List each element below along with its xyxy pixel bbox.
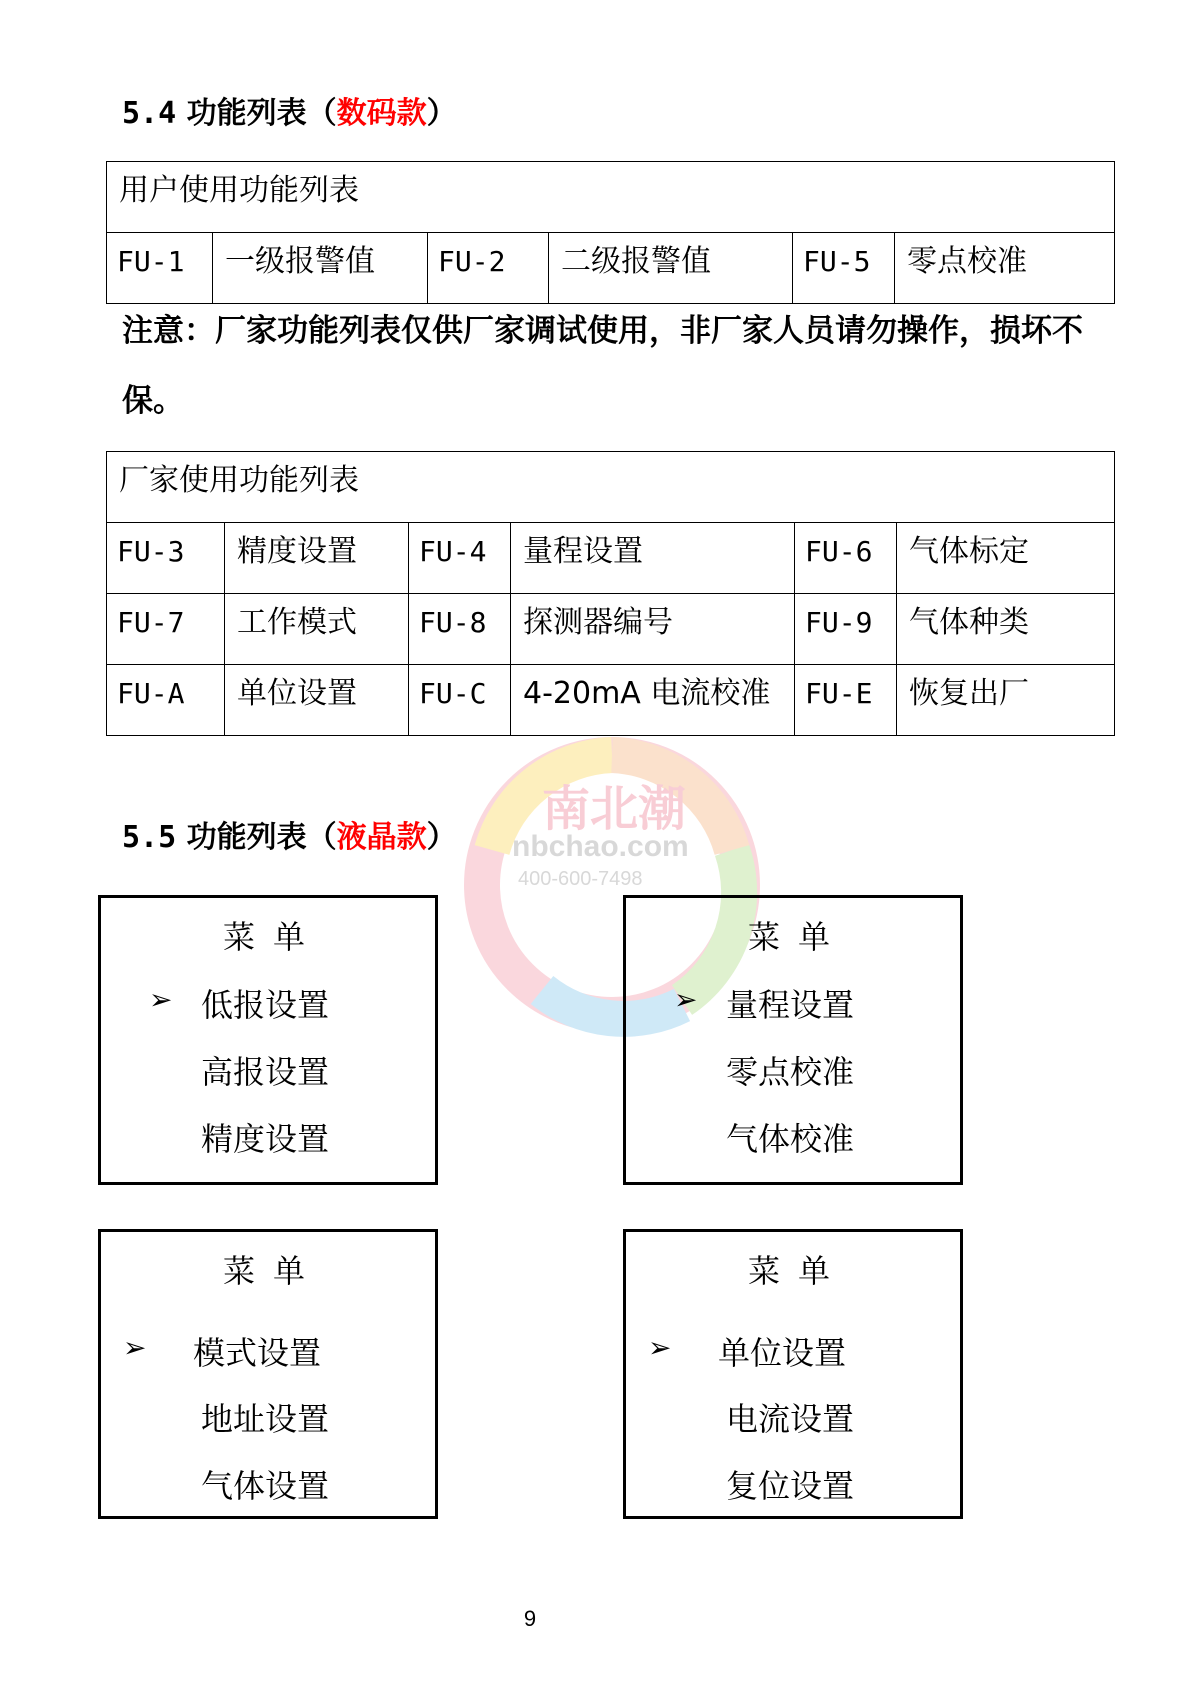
function-code: FU-7 [107, 594, 225, 665]
menu-title: 菜单 [222, 1252, 323, 1290]
function-code: FU-3 [107, 523, 225, 594]
table-row [107, 594, 1115, 665]
section-5-5-heading: 5.5 功能列表（液晶款） [122, 820, 457, 855]
menu-item-selected: 单位设置 [718, 1334, 847, 1372]
variant-label: 数码款 [336, 96, 427, 131]
menu-title: 菜单 [747, 918, 848, 956]
selection-arrow-icon: ➢ [648, 1331, 672, 1364]
function-code: FU-1 [107, 233, 213, 304]
function-code: FU-6 [795, 523, 897, 594]
function-name: 气体种类 [897, 594, 1115, 665]
lcd-menu-1 [98, 895, 438, 1185]
function-code: FU-C [409, 665, 511, 736]
factory-function-table [106, 451, 1115, 736]
function-code: FU-9 [795, 594, 897, 665]
menu-item: 电流设置 [726, 1400, 855, 1438]
function-name: 恢复出厂 [897, 665, 1115, 736]
selection-arrow-icon: ➢ [149, 983, 173, 1016]
lcd-menu-2 [623, 895, 963, 1185]
table-header: 厂家使用功能列表 [107, 452, 1115, 523]
menu-item: 地址设置 [201, 1400, 330, 1438]
section-5-4-heading: 5.4 功能列表（数码款） [122, 96, 457, 131]
page-number: 9 [523, 1606, 537, 1631]
variant-label: 液晶款 [336, 820, 427, 855]
function-name: 探测器编号 [511, 594, 795, 665]
function-name: 量程设置 [511, 523, 795, 594]
menu-item: 零点校准 [726, 1053, 855, 1091]
function-name: 4-20mA 电流校准 [511, 665, 795, 736]
function-name: 气体标定 [897, 523, 1115, 594]
menu-item: 气体设置 [201, 1467, 330, 1505]
function-code: FU-8 [409, 594, 511, 665]
menu-item: 复位设置 [726, 1467, 855, 1505]
selection-arrow-icon: ➢ [123, 1331, 147, 1364]
section-number: 5.4 [122, 96, 177, 131]
menu-item: 精度设置 [201, 1120, 330, 1158]
menu-item-selected: 低报设置 [201, 986, 330, 1024]
lcd-menu-3 [98, 1229, 438, 1519]
menu-item-selected: 模式设置 [193, 1334, 322, 1372]
watermark-text: 南北潮 [542, 781, 687, 837]
watermark-url: nbchao.com [512, 830, 689, 863]
table-row [107, 523, 1115, 594]
user-function-table [106, 161, 1115, 304]
function-name: 单位设置 [225, 665, 409, 736]
function-code: FU-4 [409, 523, 511, 594]
function-code: FU-5 [793, 233, 895, 304]
function-name: 精度设置 [225, 523, 409, 594]
menu-title: 菜单 [222, 918, 323, 956]
menu-item: 高报设置 [201, 1053, 330, 1091]
function-code: FU-2 [428, 233, 549, 304]
selection-arrow-icon: ➢ [674, 983, 698, 1016]
warning-note: 注意：厂家功能列表仅供厂家调试使用，非厂家人员请勿操作，损坏不保。 [122, 313, 1083, 419]
table-header: 用户使用功能列表 [107, 162, 1115, 233]
function-name: 二级报警值 [549, 233, 793, 304]
menu-title: 菜单 [747, 1252, 848, 1290]
table-row [107, 233, 1115, 304]
section-number: 5.5 [122, 820, 177, 855]
function-code: FU-A [107, 665, 225, 736]
menu-item: 气体校准 [726, 1120, 855, 1158]
function-code: FU-E [795, 665, 897, 736]
function-name: 零点校准 [895, 233, 1115, 304]
menu-item-selected: 量程设置 [726, 986, 855, 1024]
function-name: 工作模式 [225, 594, 409, 665]
watermark-phone: 400-600-7498 [518, 868, 643, 890]
lcd-menu-4 [623, 1229, 963, 1519]
function-name: 一级报警值 [213, 233, 428, 304]
